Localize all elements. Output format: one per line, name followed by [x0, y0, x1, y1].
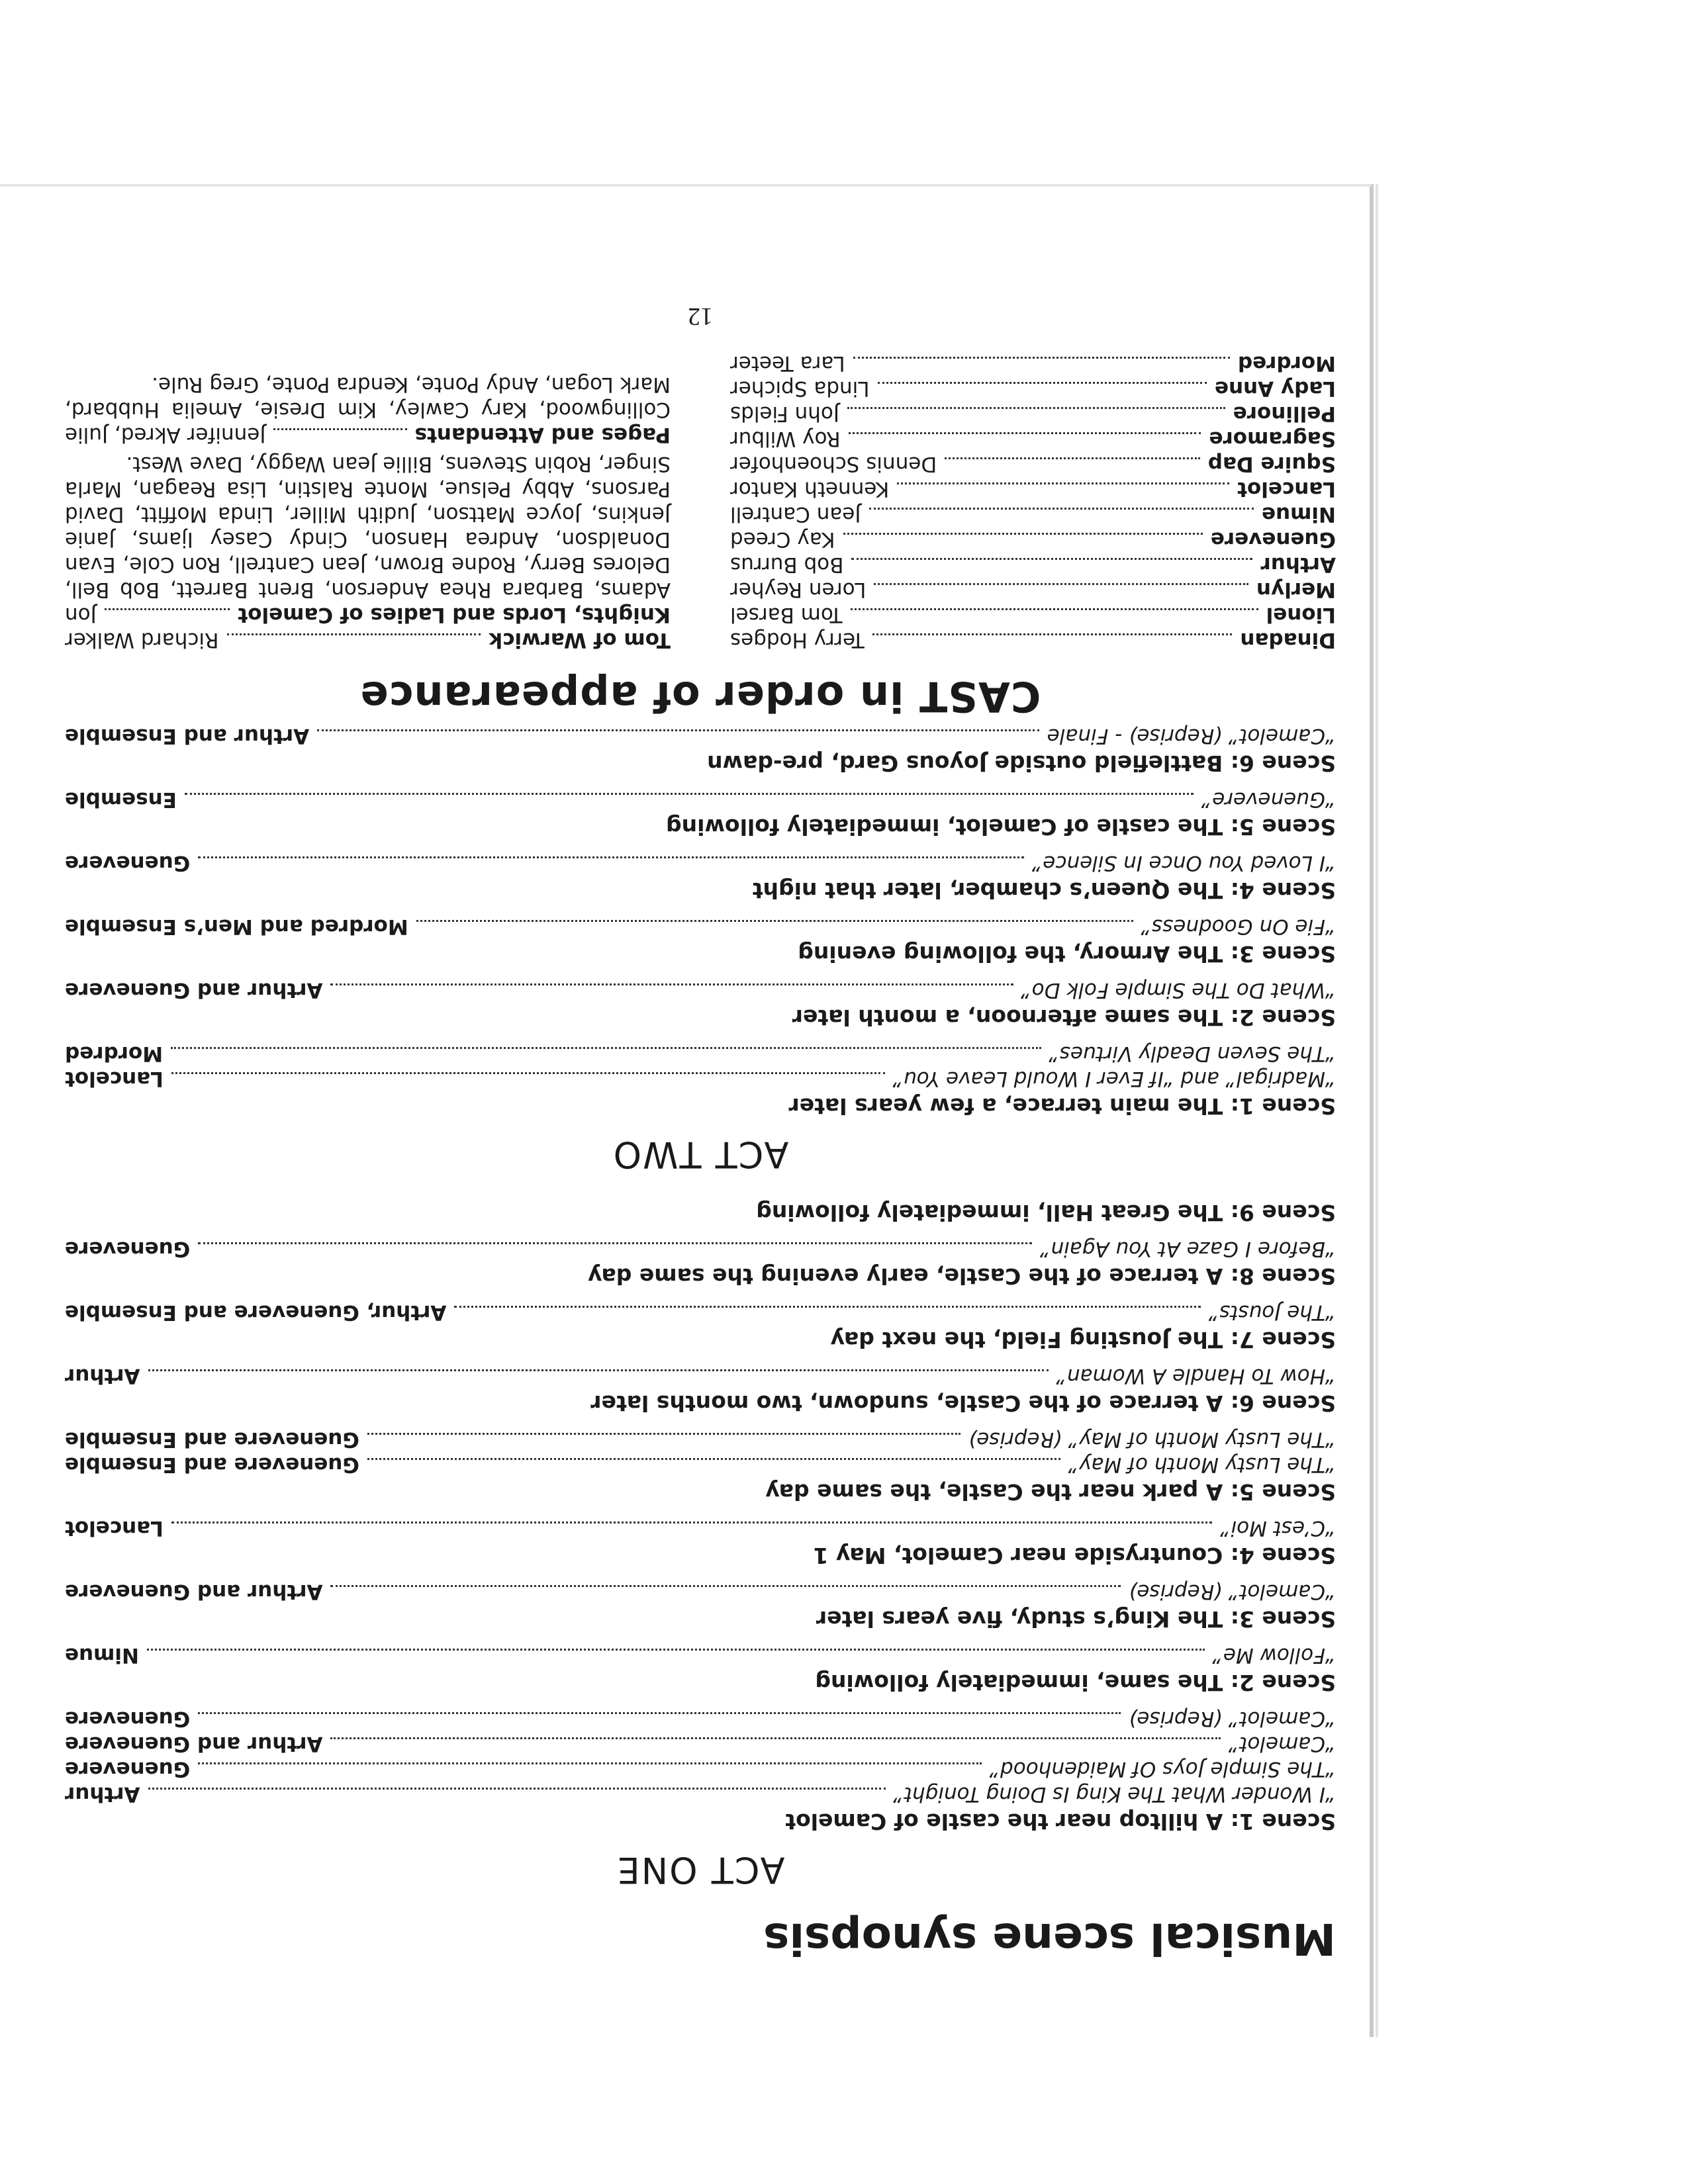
scene-heading: Scene 8: A terrace of the Castle, early evening the same day: [587, 1263, 1336, 1289]
song-title: “The Lusty Month of May”: [1068, 1453, 1336, 1477]
dot-leader: [945, 457, 1200, 459]
scene-heading: Scene 4: The Queen’s chamber, later that night: [752, 878, 1336, 903]
song-title: “Camelot” (Reprise): [1129, 1707, 1336, 1731]
dot-leader: [851, 558, 1252, 560]
group-lead-name: Jon: [65, 603, 97, 627]
synopsis-section: [65, 723, 1336, 1964]
cast-row: [730, 577, 1336, 602]
cast-row: [730, 552, 1336, 577]
dot-leader: [147, 1649, 1205, 1651]
song-title: “Guenevere”: [1201, 788, 1336, 811]
dot-leader: [198, 856, 1024, 858]
scene-heading: Scene 2: The same afternoon, a month later: [792, 1005, 1336, 1030]
cast-section: [65, 351, 1336, 721]
cast-group-knights: [65, 451, 671, 627]
dot-leader: [227, 633, 481, 635]
page-content: [65, 287, 1336, 1964]
song-title: “C’est Moi”: [1220, 1516, 1336, 1540]
song-row: [65, 1066, 1336, 1091]
song-performer: Nimue: [65, 1643, 139, 1667]
song-performer: Guenevere: [65, 1707, 191, 1731]
dot-leader: [897, 482, 1229, 484]
song-performer: Guenevere: [65, 851, 191, 875]
song-performer: Mordred: [65, 1042, 164, 1066]
dot-leader: [330, 1585, 1121, 1587]
song-performer: Arthur and Guenevere: [65, 1732, 323, 1756]
cast-right-column: [65, 351, 671, 653]
song-row: [65, 850, 1336, 876]
song-performer: Guenevere: [65, 1757, 191, 1781]
song-title: “The Simple Joys Of Maidenhood”: [990, 1757, 1336, 1781]
dot-leader: [330, 983, 1013, 985]
song-title: “I Wonder What The King Is Doing Tonight”: [893, 1782, 1336, 1806]
cast-role: Guenevere: [1210, 527, 1336, 551]
song-performer: Lancelot: [65, 1516, 164, 1540]
dot-leader: [367, 1433, 961, 1435]
group-role: Knights, Lords and Ladies of Camelot: [238, 603, 671, 627]
song-row: [65, 1236, 1336, 1261]
dot-leader: [869, 508, 1254, 510]
song-row: [65, 787, 1336, 812]
scene-heading: Scene 5: A park near the Castle, the same day: [765, 1479, 1336, 1505]
cast-actor: Bob Burrus: [730, 553, 844, 576]
cast-actor: Tom Barsel: [730, 603, 843, 627]
song-title: “Follow Me”: [1212, 1643, 1336, 1667]
dot-leader: [874, 583, 1248, 585]
cast-actor: Loren Reyher: [730, 578, 867, 602]
dot-leader: [148, 1369, 1049, 1371]
dot-leader: [878, 382, 1207, 384]
dot-leader: [851, 608, 1258, 610]
page-number: 12: [688, 302, 713, 330]
cast-row: [730, 426, 1336, 451]
cast-row: [730, 527, 1336, 552]
dot-leader: [171, 1522, 1213, 1524]
cast-actor: John Fields: [730, 402, 839, 426]
song-title: “Madrigal” and “If Ever I Would Leave You”: [892, 1067, 1336, 1091]
song-title: “Camelot” (Reprise): [1129, 1580, 1336, 1604]
song-performer: Guenevere and Ensemble: [65, 1453, 359, 1477]
cast-role: Lady Anne: [1214, 377, 1336, 400]
cast-role: Sagramore: [1209, 427, 1336, 451]
cast-role: Mordred: [1237, 351, 1336, 375]
dot-leader: [171, 1047, 1041, 1049]
cast-row: [730, 376, 1336, 401]
song-row: [65, 1731, 1336, 1756]
cast-role: Dinadan: [1240, 628, 1336, 652]
cast-role: Tom of Warwick: [489, 628, 671, 652]
song-row: [65, 1579, 1336, 1604]
cast-role: Squire Dap: [1207, 452, 1336, 476]
cast-left-column: [730, 351, 1336, 653]
song-performer: Arthur, Guenevere and Ensemble: [65, 1300, 447, 1324]
dot-leader: [843, 533, 1203, 535]
cast-actor: Kenneth Kantor: [730, 477, 890, 501]
scene-heading: Scene 5: The castle of Camelot, immediately following: [666, 814, 1336, 840]
dot-leader: [317, 729, 1039, 731]
cast-role: Pellinore: [1233, 402, 1336, 426]
dot-leader: [198, 1762, 982, 1764]
song-performer: Guenevere and Ensemble: [65, 1428, 359, 1451]
act-block: [65, 1198, 1336, 1891]
cast-actor: Terry Hodges: [730, 628, 865, 652]
song-row: [65, 1041, 1336, 1066]
song-title: “Camelot” (Reprise) - Finale: [1047, 724, 1336, 748]
cast-actor: Kay Creed: [730, 527, 835, 551]
scene-heading: Scene 3: The Armory, the following evening: [798, 941, 1336, 967]
acts-container: [65, 723, 1336, 1891]
scene-heading: Scene 3: The King’s study, five years later: [816, 1606, 1336, 1632]
cast-actor: Linda Spicher: [730, 377, 870, 400]
song-performer: Guenevere: [65, 1237, 191, 1261]
group-names: Adams, Barbara Rhea Anderson, Brent Barrett, Bob Bell, Delores Berry, Rodne Brown, Jean Cantrell, Ron Cole, Evan Donaldson, Andrea Hanson, Cindy Casey Ijams, Janie Jenkins, Joyce Mattson, Judith Miller, Linda Moffitt, David Parsons, Abby Pelsue, Monte Ralstin, Lisa Reagan, Marla Singer, Robin Stevens, Billie Jean Waggy, Dave West.: [65, 452, 671, 602]
program-page: [0, 184, 1383, 2037]
dot-leader: [273, 428, 406, 430]
cast-role: Arthur: [1260, 553, 1336, 576]
dot-leader: [872, 633, 1233, 635]
group-names: Collingwood, Kary Cawley, Kim Dresie, Amelia Hubbard, Mark Logan, Andy Ponte, Kendra Ponte, Greg Rule.: [65, 373, 671, 422]
cast-row: [730, 602, 1336, 627]
scene-heading: Scene 6: A terrace of the Castle, sundown, two months later: [590, 1390, 1336, 1416]
song-row: [65, 978, 1336, 1003]
song-performer: Mordred and Men’s Ensemble: [65, 915, 408, 938]
song-performer: Lancelot: [65, 1067, 164, 1091]
song-row: [65, 723, 1336, 749]
cast-group-pages: [65, 372, 671, 447]
dot-leader: [171, 1072, 885, 1074]
cast-columns: [65, 351, 1336, 653]
song-performer: Arthur and Ensemble: [65, 724, 310, 748]
song-performer: Arthur: [65, 1782, 140, 1806]
cast-row-tom-of-warwick: [65, 627, 671, 653]
cast-actor: Dennis Schoenhofer: [730, 452, 937, 476]
song-row: [65, 1427, 1336, 1452]
scene-heading: Scene 4: Countryside near Camelot, May 1: [813, 1543, 1336, 1569]
song-title: “How To Handle A Woman”: [1056, 1364, 1336, 1388]
song-row: [65, 1363, 1336, 1388]
cast-actor: Richard Walker: [65, 628, 219, 652]
dot-leader: [853, 357, 1230, 359]
cast-row: [730, 502, 1336, 527]
cast-row: [730, 477, 1336, 502]
act-title: ACT ONE: [616, 1849, 785, 1891]
cast-title: CAST in order of appearance: [359, 672, 1041, 721]
cast-row: [730, 351, 1336, 376]
cast-actor: Jean Cantrell: [730, 502, 861, 526]
dot-leader: [849, 432, 1201, 434]
cast-actor: Lara Teeter: [730, 351, 845, 375]
song-row: [65, 1300, 1336, 1325]
cast-role: Merlyn: [1256, 578, 1336, 602]
scene-heading: Scene 9: The Great Hall, immediately following: [756, 1200, 1336, 1226]
cast-actor: Roy Wilbur: [730, 427, 841, 451]
song-row: [65, 914, 1336, 939]
song-row: [65, 1756, 1336, 1782]
cast-role: Lionel: [1266, 603, 1336, 627]
dot-leader: [330, 1737, 1221, 1739]
dot-leader: [847, 407, 1225, 409]
song-row: [65, 1782, 1336, 1807]
song-title: “Camelot”: [1229, 1732, 1336, 1756]
song-row: [65, 1516, 1336, 1541]
song-row: [65, 1452, 1336, 1477]
cast-row: [730, 451, 1336, 477]
song-title: “The Jousts”: [1209, 1300, 1336, 1324]
group-role: Pages and Attendants: [414, 423, 671, 447]
song-title: “The Lusty Month of May” (Reprise): [968, 1428, 1336, 1451]
dot-leader: [105, 608, 230, 610]
cast-role: Lancelot: [1237, 477, 1336, 501]
song-title: “What Do The Simple Folk Do”: [1021, 978, 1336, 1002]
song-row: [65, 1643, 1336, 1668]
dot-leader: [198, 1242, 1032, 1244]
song-performer: Arthur and Guenevere: [65, 1580, 323, 1604]
act-block: [65, 723, 1336, 1175]
scene-heading: Scene 1: A hilltop near the castle of Camelot: [785, 1809, 1336, 1835]
dot-leader: [454, 1306, 1201, 1308]
song-title: “I Loved You Once In Silence”: [1032, 851, 1336, 875]
cast-role: Nimue: [1262, 502, 1336, 526]
song-title: “Fie On Goodness”: [1141, 915, 1336, 938]
song-performer: Arthur: [65, 1364, 140, 1388]
song-title: “Before I Gaze At You Again”: [1040, 1237, 1336, 1261]
song-row: [65, 1706, 1336, 1731]
scene-heading: Scene 6: Battlefield outside Joyous Gard, pre-dawn: [707, 751, 1336, 776]
cast-row: [730, 627, 1336, 653]
group-lead-name: Jennifer Akred, Julie: [65, 423, 266, 447]
dot-leader: [148, 1788, 886, 1790]
song-title: “The Seven Deadly Virtues”: [1049, 1042, 1336, 1066]
song-performer: Arthur and Guenevere: [65, 978, 323, 1002]
act-title: ACT TWO: [612, 1134, 789, 1175]
dot-leader: [416, 920, 1133, 922]
dot-leader: [185, 793, 1194, 795]
scene-heading: Scene 7: The Jousting Field, the next day: [830, 1327, 1336, 1353]
dot-leader: [367, 1458, 1060, 1460]
scene-heading: Scene 2: The same, immediately following: [815, 1670, 1336, 1696]
dot-leader: [198, 1712, 1121, 1714]
cast-row: [730, 401, 1336, 426]
scene-heading: Scene 1: The main terrace, a few years later: [788, 1093, 1336, 1119]
synopsis-title: Musical scene synopsis: [763, 1913, 1336, 1964]
song-performer: Ensemble: [65, 788, 177, 811]
